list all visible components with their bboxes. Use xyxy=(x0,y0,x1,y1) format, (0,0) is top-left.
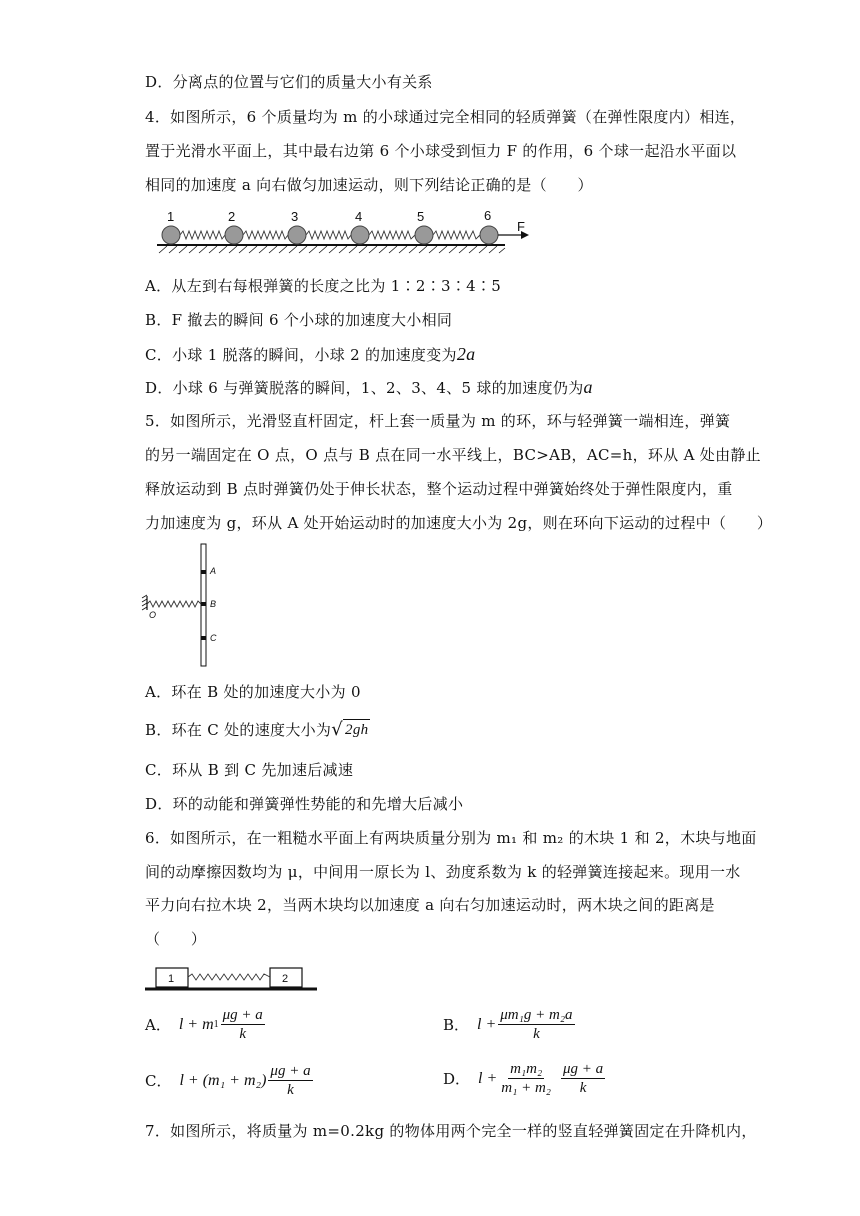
point-a-mark xyxy=(201,570,206,574)
spring xyxy=(147,601,201,607)
label-o: O xyxy=(149,610,157,620)
ball-3 xyxy=(288,226,306,244)
spring-5 xyxy=(433,231,480,239)
q6-option-a-fraction: $\frac{\mu g + a}{k}$ xyxy=(222,1007,263,1042)
q6-option-a-label: A． xyxy=(145,1016,171,1034)
ball-label-6: 6 xyxy=(484,208,492,223)
q4-option-d xyxy=(145,377,593,398)
label-a: A xyxy=(210,566,217,576)
q6-option-a-pre: l + m xyxy=(178,1015,214,1033)
force-label: F xyxy=(517,219,525,234)
ball-label-3: 3 xyxy=(291,209,299,224)
block-label-1: 1 xyxy=(168,973,175,985)
ball-label-2: 2 xyxy=(228,209,236,224)
spring-2 xyxy=(243,231,288,239)
q6-option-d-label: D． xyxy=(443,1070,471,1088)
q4-springs-balls-figure xyxy=(155,203,535,255)
ball-label-1: 1 xyxy=(167,209,175,224)
ball-4 xyxy=(351,226,369,244)
ball-2 xyxy=(225,226,243,244)
q4-option-a: A．从左到右每根弹簧的长度之比为 1∶2∶3∶4∶5 xyxy=(145,277,502,295)
q5-option-c: C．环从 B 到 C 先加速后减速 xyxy=(145,761,354,779)
label-c: C xyxy=(210,633,217,643)
q6-option-b-label: B． xyxy=(443,1016,470,1034)
point-c-mark xyxy=(201,636,206,640)
q4-option-d-text: D．小球 6 与弹簧脱落的瞬间，1、2、3、4、5 球的加速度仍为 xyxy=(145,379,584,397)
ball-label-5: 5 xyxy=(417,209,425,224)
q4-option-d-math: a xyxy=(583,377,593,397)
q4-option-c xyxy=(145,344,475,365)
q4-stem-line-3: 相同的加速度 a 向右做匀加速运动，则下列结论正确的是（ ） xyxy=(145,176,593,194)
q6-stem-line-3: 平力向右拉木块 2，当两木块均以加速度 a 向右匀加速运动时，两木块之间的距离是 xyxy=(145,896,715,914)
ball-label-4: 4 xyxy=(355,209,363,224)
point-b-mark xyxy=(201,602,206,606)
q6-option-a xyxy=(145,1006,267,1043)
q4-option-c-text: C．小球 1 脱落的瞬间，小球 2 的加速度变为 xyxy=(145,346,457,364)
q5-option-a: A．环在 B 处的加速度大小为 0 xyxy=(145,683,361,701)
q6-option-c xyxy=(145,1062,315,1099)
q6-option-d-fraction-1: $\frac{\text{m₁m₂}}{\text{m₁ + m₂}}$ xyxy=(501,1061,551,1096)
q7-stem-line-1: 7．如图所示，将质量为 m=0.2kg 的物体用两个完全一样的竖直轻弹簧固定在升降机内， xyxy=(145,1122,757,1140)
spring-4 xyxy=(369,231,415,239)
q5-stem-line-2: 的另一端固定在 O 点，O 点与 B 点在同一水平线上，BC>AB，AC=h，环从 A 处由静止 xyxy=(145,446,761,464)
sqrt-expression: √ 2gh xyxy=(331,719,369,740)
q5-stem-line-4: 力加速度为 g，环从 A 处开始运动时的加速度大小为 2g，则在环向下运动的过程中（ ） xyxy=(145,514,773,532)
q6-stem-line-4: （ ） xyxy=(145,930,207,948)
q6-option-d-fraction-2: $\frac{\mu g + a}{k}$ xyxy=(563,1061,604,1096)
q5-rod-ring-figure xyxy=(140,540,240,670)
q3-option-d: D．分离点的位置与它们的质量大小有关系 xyxy=(145,73,433,91)
spring xyxy=(188,974,270,980)
spring-3 xyxy=(306,231,351,239)
ball-1 xyxy=(162,226,180,244)
q6-stem-line-2: 间的动摩擦因数均为 μ，中间用一原长为 l、劲度系数为 k 的轻弹簧连接起来。现用一水 xyxy=(145,863,741,881)
q6-blocks-spring-figure xyxy=(143,962,323,996)
label-b: B xyxy=(210,599,217,609)
q6-option-c-label: C． xyxy=(145,1072,172,1090)
q6-stem-line-1: 6．如图所示，在一粗糙水平面上有两块质量分别为 m₁ 和 m₂ 的木块 1 和 2，木块与地面 xyxy=(145,829,757,847)
spring-1 xyxy=(180,231,225,239)
q4-option-c-math: 2a xyxy=(456,344,476,364)
q6-option-d xyxy=(443,1060,607,1097)
q4-stem-line-2: 置于光滑水平面上，其中最右边第 6 个小球受到恒力 F 的作用，6 个球一起沿水平面以 xyxy=(145,142,737,160)
q6-option-b-fraction: $\frac{\text{μm₁g + m₂a}}{k}$ xyxy=(500,1007,573,1042)
q6-option-a-sub: 1 xyxy=(213,1019,219,1030)
q4-option-b: B．F 撤去的瞬间 6 个小球的加速度大小相同 xyxy=(145,311,453,329)
block-label-2: 2 xyxy=(282,973,289,985)
q5-option-b xyxy=(145,719,370,740)
q5-stem-line-1: 5．如图所示，光滑竖直杆固定，杆上套一质量为 m 的环，环与轻弹簧一端相连，弹簧 xyxy=(145,412,731,430)
q5-option-d: D．环的动能和弹簧弹性势能的和先增大后减小 xyxy=(145,795,464,813)
ball-6 xyxy=(480,226,498,244)
q6-option-c-pre: l + (m₁ + m₂) xyxy=(179,1071,267,1089)
q5-option-b-text: B．环在 C 处的速度大小为 xyxy=(145,721,332,739)
ball-5 xyxy=(415,226,433,244)
q6-option-c-fraction: $\frac{\mu g + a}{k}$ xyxy=(270,1063,311,1098)
q6-option-b-pre: l + xyxy=(477,1015,497,1033)
q6-option-b xyxy=(443,1006,577,1043)
sqrt-radicand: 2gh xyxy=(343,719,370,740)
q4-stem-line-1: 4．如图所示，6 个质量均为 m 的小球通过完全相同的轻质弹簧（在弹性限度内）相连， xyxy=(145,108,746,126)
q5-stem-line-3: 释放运动到 B 点时弹簧仍处于伸长状态，整个运动过程中弹簧始终处于弹性限度内，重 xyxy=(145,480,733,498)
q6-option-d-pre: l + xyxy=(478,1069,498,1087)
